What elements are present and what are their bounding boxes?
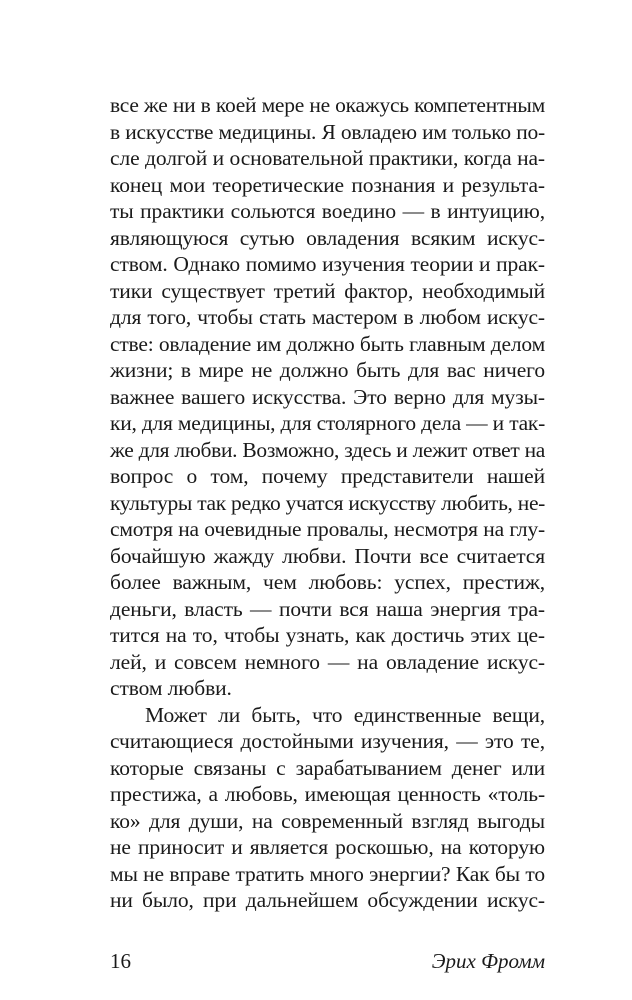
text-line: престижа, а любовь, имеющая ценность «толь- [110, 782, 545, 806]
text-line: деньги, власть — почти вся наша энергия тра- [110, 596, 545, 621]
text-line: считающиеся достойными изучения, — это те, [110, 729, 545, 753]
text-line: более важным, чем любовь: успех, престиж, [110, 570, 545, 594]
paragraph-2 [110, 702, 545, 914]
text-line: бочайшую жажду любви. Почти все считается [110, 543, 545, 568]
text-line: важнее вашего искусства. Это верно для музы- [110, 384, 545, 409]
text-line: сле долгой и основательной практики, когда на- [110, 146, 545, 170]
body-text [110, 92, 545, 914]
text-line: ки, для медицины, для столярного дела — и так- [110, 411, 545, 435]
text-line: жизни; в мире не должно быть для вас ничего [110, 358, 545, 382]
text-line: культуры так редко учатся искусству любить, не- [110, 490, 545, 515]
paragraph-1 [110, 92, 545, 702]
text-line: являющуюся сутью овладения всяким искус- [110, 225, 545, 250]
page-footer [110, 948, 545, 974]
text-line: стве: овладение им должно быть главным делом [110, 331, 545, 356]
page-number: 16 [110, 949, 131, 973]
text-line: мы не вправе тратить много энергии? Как бы то [110, 861, 545, 886]
text-line: конец мои теоретические познания и результа- [110, 172, 545, 197]
text-line: для того, чтобы стать мастером в любом искус- [110, 305, 545, 329]
text-line: вопрос о том, почему представители нашей [110, 464, 545, 488]
text-line: тится на то, чтобы узнать, как достичь этих це- [110, 623, 545, 647]
text-line: ни было, при дальнейшем обсуждении искус- [110, 888, 545, 912]
text-line: лей, и совсем немного — на овладение искус- [110, 649, 545, 674]
text-line: тики существует третий фактор, необходимый [110, 278, 545, 303]
text-line: в искусстве медицины. Я овладею им только по- [110, 119, 545, 144]
text-line: Может ли быть, что единственные вещи, [145, 702, 545, 727]
text-line: не приносит и является роскошью, на которую [110, 835, 545, 859]
text-line: которые связаны с зарабатыванием денег или [110, 755, 545, 780]
text-line: ты практики сольются воедино — в интуицию, [110, 199, 545, 223]
text-line: ством. Однако помимо изучения теории и прак- [110, 252, 545, 276]
text-line: ством любви. [110, 676, 232, 700]
text-line: смотря на очевидные провалы, несмотря на глу- [110, 517, 545, 541]
text-line: все же ни в коей мере не окажусь компетентным [110, 93, 545, 117]
text-line: же для любви. Возможно, здесь и лежит ответ на [110, 437, 545, 462]
text-line: ко» для души, на современный взгляд выгоды [110, 808, 545, 833]
running-head-author: Эрих Фромм [431, 949, 545, 973]
